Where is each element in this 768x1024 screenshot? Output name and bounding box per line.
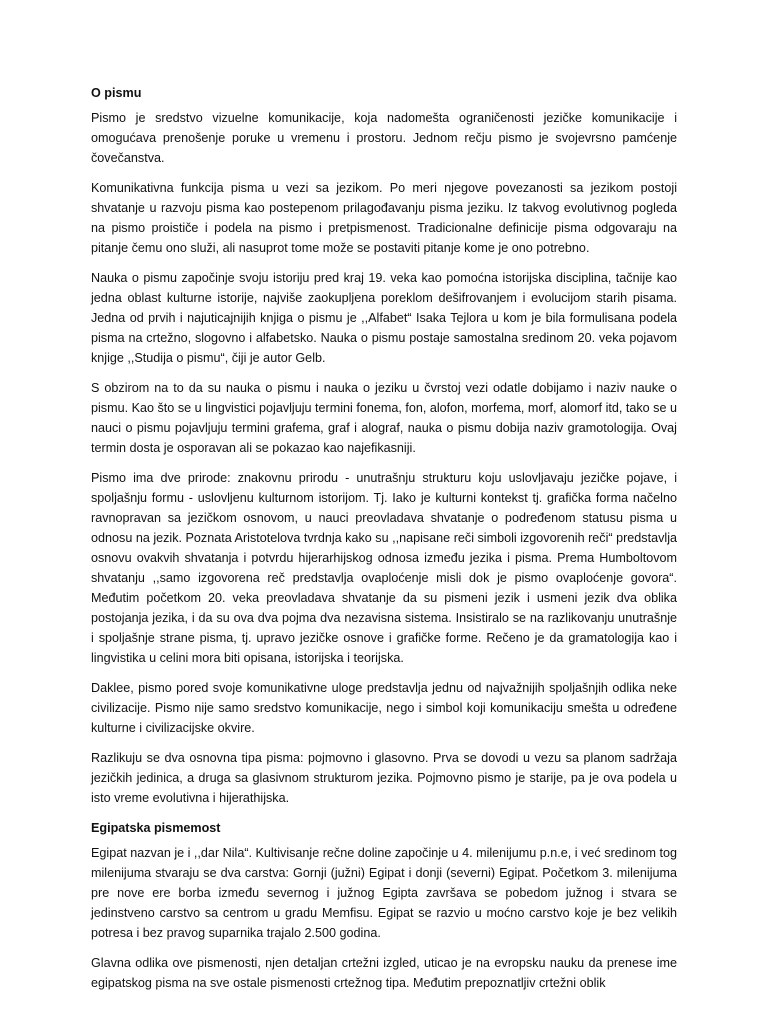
section-heading-o-pismu: O pismu xyxy=(91,86,142,100)
paragraph: Razlikuju se dva osnovna tipa pisma: pojmovno i glasovno. Prva se dovodi u vezu sa planom sadržaja jezičkih jedinica, a druga sa glasivnom strukturom jezika. Pojmovno pismo je starije, pa je ova podela u isto vreme evolutivna i hijerathijska. xyxy=(91,751,677,805)
paragraph: Komunikativna funkcija pisma u vezi sa jezikom. Po meri njegove povezanosti sa jezikom postoji shvatanje u razvoju pisma kao postepenom prilagođavanju pisma jeziku. Iz takvog evolutivnog pogleda na pismo proističe i podela na pismo i pretpismenost. Tradicionalne definicije pisma odgovaraju na pitanje čemu ono služi, ali nasuprot tome može se postaviti pitanje kome je ono potrebno. xyxy=(91,181,677,255)
paragraph: Daklee, pismo pored svoje komunikativne uloge predstavlja jednu od najvažnijih spoljašnjih odlika neke civilizacije. Pismo nije samo sredstvo komunikacije, nego i simbol koji komunikaciju smešta u određene kulturne i civilizacijske okvire. xyxy=(91,681,677,735)
section-heading-egipatska-pismemost: Egipatska pismemost xyxy=(91,821,221,835)
paragraph: Pismo je sredstvo vizuelne komunikacije, koja nadomešta ograničenosti jezičke komunikacije i omogućava prenošenje poruke u vremenu i prostoru. Jednom rečju pismo je svojevrsno pamćenje čovečanstva. xyxy=(91,111,677,165)
paragraph: Nauka o pismu započinje svoju istoriju pred kraj 19. veka kao pomoćna istorijska disciplina, tačnije kao jedna oblast kulturne istorije, najviše zaokupljena poreklom dešifrovanjem i evolucijom starih pisama. Jedna od prvih i najuticajnijih knjiga o pismu je ,,Alfabet“ Isaka Tejlora u kom je bila formulisana podela pisma na crtežno, slogovno i alfabetsko. Nauka o pismu postaje samostalna sredinom 20. veka pojavom knjige ,,Studija o pismu“, čiji je autor Gelb. xyxy=(91,271,677,365)
paragraph: Egipat nazvan je i ,,dar Nila“. Kultivisanje rečne doline započinje u 4. milenijumu p.n.e, i već sredinom tog milenijuma stvaraju se dva carstva: Gornji (južni) Egipat i donji (severni) Egipat. Početkom 3. milenijuma pre nove ere borba između severnog i južnog Egipta završava se pobedom južnog i stvara se jedinstveno carstvo sa centrom u gradu Memfisu. Egipat se razvio u moćno carstvo koje je bez velikih potresa i bez pravog suparnika trajalo 2.500 godina. xyxy=(91,846,677,940)
document-page xyxy=(91,83,677,1003)
paragraph: Glavna odlika ove pismenosti, njen detaljan crtežni izgled, uticao je na evropsku nauku da prenese ime egipatskog pisma na sve ostale pismenosti crtežnog tipa. Međutim prepoznatljiv crtežni oblik xyxy=(91,956,677,990)
paragraph: Pismo ima dve prirode: znakovnu prirodu - unutrašnju strukturu koju uslovljavaju jezičke pojave, i spoljašnju formu - uslovljenu kulturnom istorijom. Tj. Iako je kulturni kontekst tj. grafička forma načelno ravnopravan sa jezičkom osnovom, u nauci preovladava shvatanje o podređenom statusu pisma u odnosu na jezik. Poznata Aristotelova tvrdnja kako su ,,napisane reči simboli izgovorenih reči“ predstavlja osnovu ovakvih shvatanja i potvrdu hijerarhijskog odnosa između jezika i pisma. Prema Humboltovom shvatanju ,,samo izgovorena reč predstavlja ovaploćenje misli dok je pismo ovaploćenje govora“. Međutim početkom 20. veka preovladava shvatanje da su pismeni jezik i usmeni jezik dva oblika postojanja jezika, i da su ova dva pojma dva nezavisna sistema. Insistiralo se na razlikovanju unutrašnje i spoljašnje strane pisma, tj. upravo jezičke osnove i grafičke forme. Rečeno je da gramatologija kao i lingvistika u celini mora biti opisana, istorijska i teorijska. xyxy=(91,471,677,665)
paragraph: S obzirom na to da su nauka o pismu i nauka o jeziku u čvrstoj vezi odatle dobijamo i naziv nauke o pismu. Kao što se u lingvistici pojavljuju termini fonema, fon, alofon, morfema, morf, alomorf itd, tako se u nauci o pismu pojavljuju termini grafema, graf i alograf, nauka o pismu dobija naziv gramotologija. Ovaj termin dosta je osporavan ali se pokazao kao najefikasniji. xyxy=(91,381,677,455)
